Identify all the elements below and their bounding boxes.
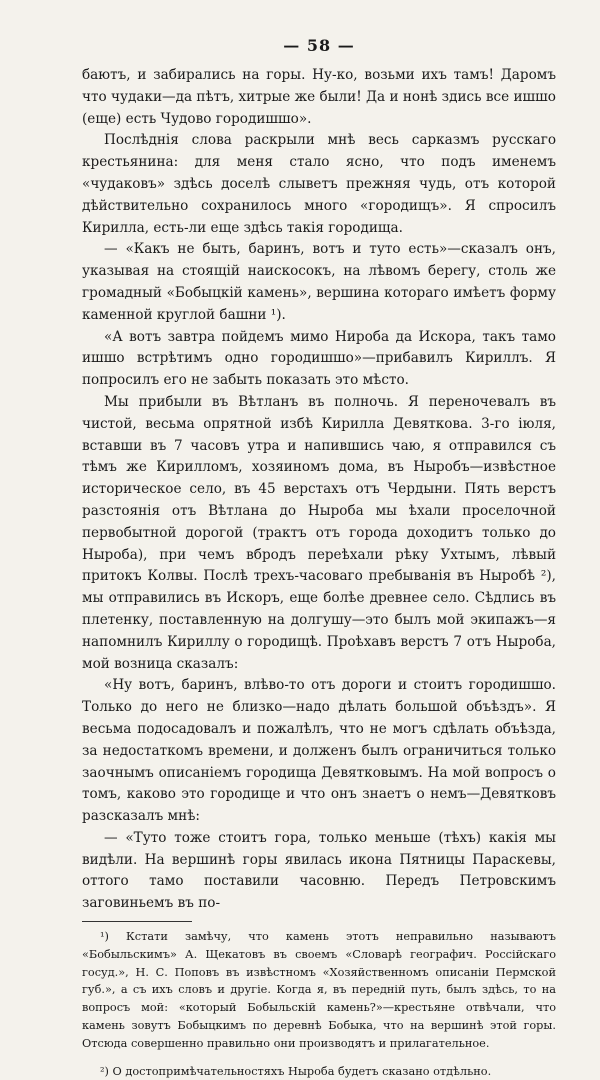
footnotes — [82, 928, 556, 1080]
paragraph: Послѣднія слова раскрыли мнѣ весь сарказмъ русскаго крестьянина: для меня стало ясно, что подъ именемъ «чудаковъ» здѣсь доселѣ слыветъ прежняя чудь, отъ которой дѣйствительно сохранилось много «городищъ». Я спросилъ Кирилла, есть-ли еще здѣсь такія городища. — [82, 132, 556, 236]
footnote-1: ¹) Кстати замѣчу, что камень этотъ неправильно называютъ «Бобыльскимъ» А. Щекатовъ въ своемъ «Словарѣ географич. Россійскаго госуд.», Н. С. Поповъ въ извѣстномъ «Хозяйственномъ описаніи Пермской губ.», а съ ихъ словъ и другіе. Когда я, въ передній путь, былъ здѣсь, то на вопросъ мой: «который Бобыльскій камень?»—крестьяне отвѣчали, что камень зовутъ Бобыцкимъ по деревнѣ Бобыка, что на вершинѣ этой горы. Отсюда совершенно правильно они производятъ и прилагательное. — [82, 930, 556, 1050]
paragraph: баютъ, и забирались на горы. Ну-ко, возьми ихъ тамъ! Даромъ что чудаки—да пѣтъ, хитрые же были! Да и нонѣ здись все ишшо (еще) есть Чудово городишшо». — [82, 67, 556, 127]
body-text — [82, 65, 556, 915]
paragraph: «А вотъ завтра пойдемъ мимо Нироба да Искора, такъ тамо ишшо встрѣтимъ одно городишшо»—прибавилъ Кириллъ. Я попросилъ его не забыть показать это мѣсто. — [82, 328, 556, 389]
page-number: — 58 — — [283, 36, 355, 55]
paragraph: — «Туто тоже стоитъ гора, только меньше (тѣхъ) какія мы видѣли. На вершинѣ горы явилась икона Пятницы Параскевы, оттого тамо поставили часовню. Передъ Петровскимъ заговиньемъ въ по- — [82, 829, 556, 912]
footnote-divider — [82, 921, 192, 922]
paragraph: «Ну вотъ, баринъ, влѣво-то отъ дороги и стоитъ городишшо. Только до него не близко—надо дѣлать большой объѣздъ». Я весьма подосадовалъ и пожалѣлъ, что не могъ сдѣлать объѣзда, за недостаткомъ времени, и долженъ былъ ограничиться только заочнымъ описаніемъ городища Девятковымъ. На мой вопросъ о томъ, каково это городище и что онъ знаетъ о немъ—Девятковъ разсказалъ мнѣ: — [82, 677, 556, 825]
footnote-2: ²) О достопримѣчательностяхъ Ныроба будетъ сказано отдѣльно. — [100, 1064, 492, 1078]
paragraph: Мы прибыли въ Вѣтланъ въ полночь. Я переночевалъ въ чистой, весьма опрятной избѣ Кирилла Девяткова. 3-го іюля, вставши въ 7 часовъ утра и напившись чаю, я отправился съ тѣмъ же Кирилломъ, хозяиномъ дома, въ Ныробъ—извѣстное историческое село, въ 45 верстахъ отъ Чердыни. Пять верстъ разстоянія отъ Вѣтлана до Ныроба мы ѣхали проселочной первобытной дорогой (трактъ отъ города доходитъ только до Ныроба), при чемъ вбродъ переѣхали рѣку Ухтымъ, лѣвый притокъ Колвы. Послѣ трехъ-часоваго пребыванія въ Ныробѣ ²), мы отправились въ Искоръ, еще болѣе древнее село. Сѣдлись въ плетенку, поставленную на долгушу—это былъ мой экипажъ—я напомнилъ Кириллу о городищѣ. Проѣхавъ верстъ 7 отъ Ныроба, мой возница сказалъ: — [82, 393, 556, 672]
paragraph: — «Какъ не быть, баринъ, вотъ и туто есть»—сказалъ онъ, указывая на стоящій наискосокъ, на лѣвомъ берегу, столь же громадный «Бобыцкій камень», вершина котораго имѣетъ форму каменной круглой башни ¹). — [82, 241, 556, 323]
